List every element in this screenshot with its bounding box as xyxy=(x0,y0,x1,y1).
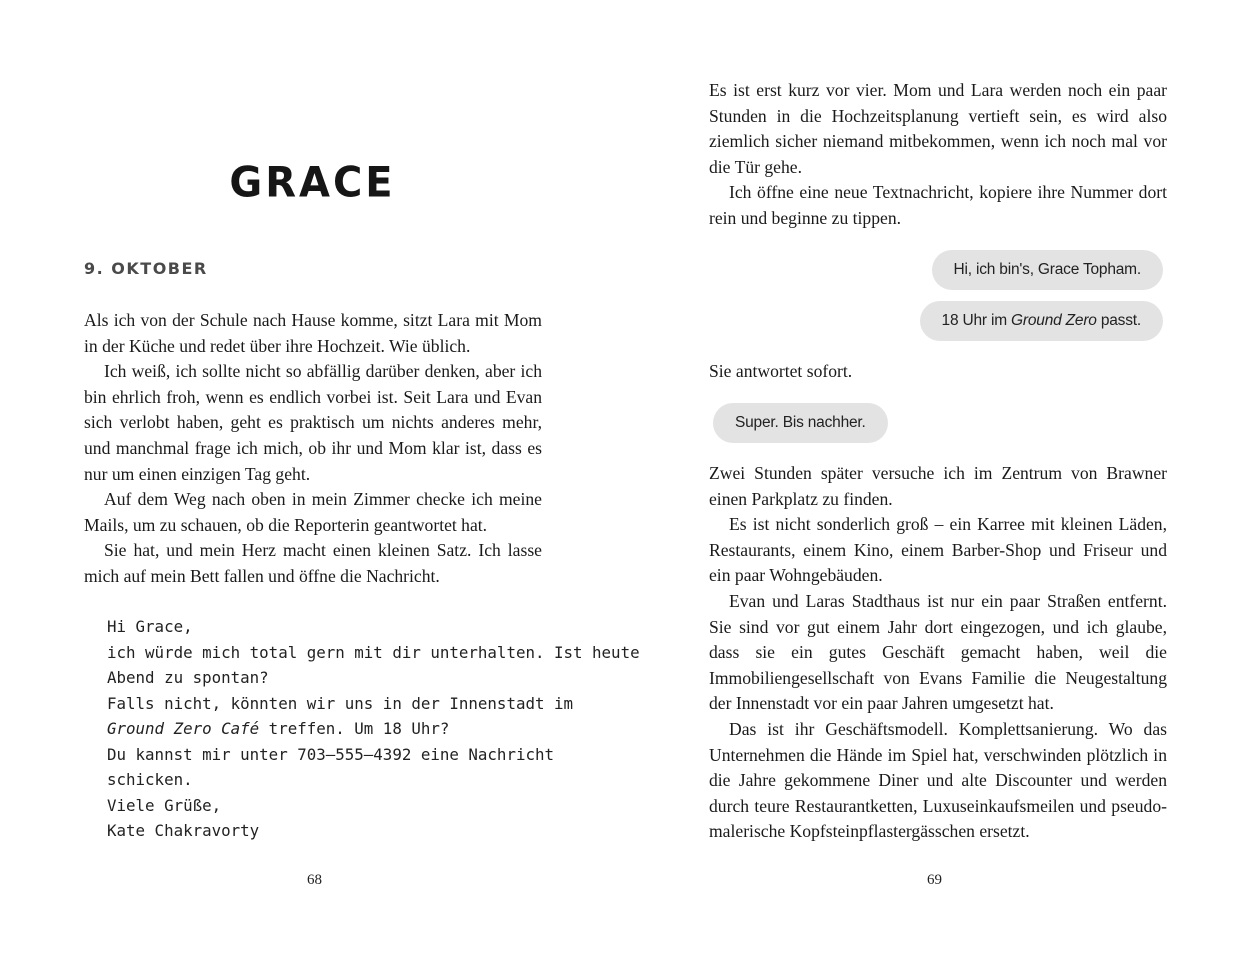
email-signature: Kate Chakravorty xyxy=(107,821,260,840)
email-line: Falls nicht, könnten wir uns in der Innenstadt im xyxy=(107,693,574,713)
paragraph: Auf dem Weg nach oben in mein Zimmer checke ich meine Mails, um zu schauen, ob die Reporterin geantwortet hat. xyxy=(84,489,542,535)
message-text: 18 Uhr im xyxy=(941,312,1012,329)
paragraph: Sie hat, und mein Herz macht einen kleinen Satz. Ich lasse mich auf mein Bett fallen und öffne die Nachricht. xyxy=(84,540,542,586)
right-page xyxy=(625,0,1250,954)
sent-message-bubble: Hi, ich bin's, Grace Topham. xyxy=(932,250,1163,290)
sent-message-bubble xyxy=(920,301,1163,341)
email-line: ich würde mich total gern mit dir unterhalten. Ist heute xyxy=(107,642,640,662)
paragraph: Es ist erst kurz vor vier. Mom und Lara werden noch ein paar Stunden in die Hochzeitsplanung vertieft sein, es wird also ziemlich sicher niemand mitbekommen, wenn ich noch mal vor die Tür gehe. xyxy=(709,80,1167,177)
page-number: 69 xyxy=(927,872,942,888)
right-body-text-top xyxy=(709,78,1167,232)
email-line: Abend zu spontan? xyxy=(107,668,269,687)
paragraph: Als ich von der Schule nach Hause komme, sitzt Lara mit Mom in der Küche und redet über ihre Hochzeit. Wie üblich. xyxy=(84,310,542,356)
message-text-italic: Ground Zero xyxy=(1011,312,1097,329)
email-line xyxy=(107,716,519,742)
paragraph: Ich weiß, ich sollte nicht so abfällig darüber denken, aber ich bin ehrlich froh, wenn es endlich vorbei ist. Seit Lara und Evan sich verlobt haben, geht es praktisch um nichts anderes mehr, und manchmal frage ich mich, ob ihr und Mom klar ist, dass es nur um einen einzigen Tag geht. xyxy=(84,361,542,484)
left-body-text xyxy=(84,308,542,590)
paragraph: Evan und Laras Stadthaus ist nur ein paar Straßen entfernt. Sie sind vor gut einem Jahr dort eingezogen, und ich glaube, dass sie ein gutes Geschäft gemacht haben, weil die Immobiliengesellschaft von Evans Familie die Neugestaltung der Innenstadt vor ein paar Jahren umgesetzt hat. xyxy=(709,590,1167,714)
cafe-name: Ground Zero Café xyxy=(107,719,260,738)
paragraph: Das ist ihr Geschäftsmodell. Komplettsanierung. Wo das Unternehmen die Hände im Spiel hat, verschwinden plötzlich in die Jahre gekommene Diner und alte Discounter und werden durch teure Restaurantketten, Luxuseinkaufsmeilen und pseudo-malerische Kopfsteinpflastergässchen ersetzt. xyxy=(709,718,1167,842)
received-message-bubble: Super. Bis nachher. xyxy=(713,403,888,443)
message-text: passt. xyxy=(1096,312,1141,329)
email-message xyxy=(107,614,640,844)
page-number: 68 xyxy=(307,872,322,888)
chapter-title: GRACE xyxy=(229,158,396,208)
email-line: Du kannst mir unter 703–555–4392 eine Nachricht xyxy=(107,744,554,764)
paragraph: Ich öffne eine neue Textnachricht, kopiere ihre Nummer dort rein und beginne zu tippen. xyxy=(709,182,1167,228)
right-body-text-bottom xyxy=(709,461,1167,845)
paragraph: Sie antwortet sofort. xyxy=(709,361,853,381)
email-closing: Viele Grüße, xyxy=(107,795,222,815)
paragraph: Zwei Stunden später versuche ich im Zentrum von Brawner einen Parkplatz zu finden. xyxy=(709,463,1167,509)
email-line-rest: treffen. Um 18 Uhr? xyxy=(259,719,450,738)
email-line: schicken. xyxy=(107,770,193,789)
paragraph: Es ist nicht sonderlich groß – ein Karree mit kleinen Läden, Restaurants, einem Kino, einem Barber-Shop und Friseur und ein paar Wohngebäuden. xyxy=(709,514,1167,586)
email-greeting: Hi Grace, xyxy=(107,617,193,636)
date-heading: 9. OKTOBER xyxy=(84,259,208,278)
